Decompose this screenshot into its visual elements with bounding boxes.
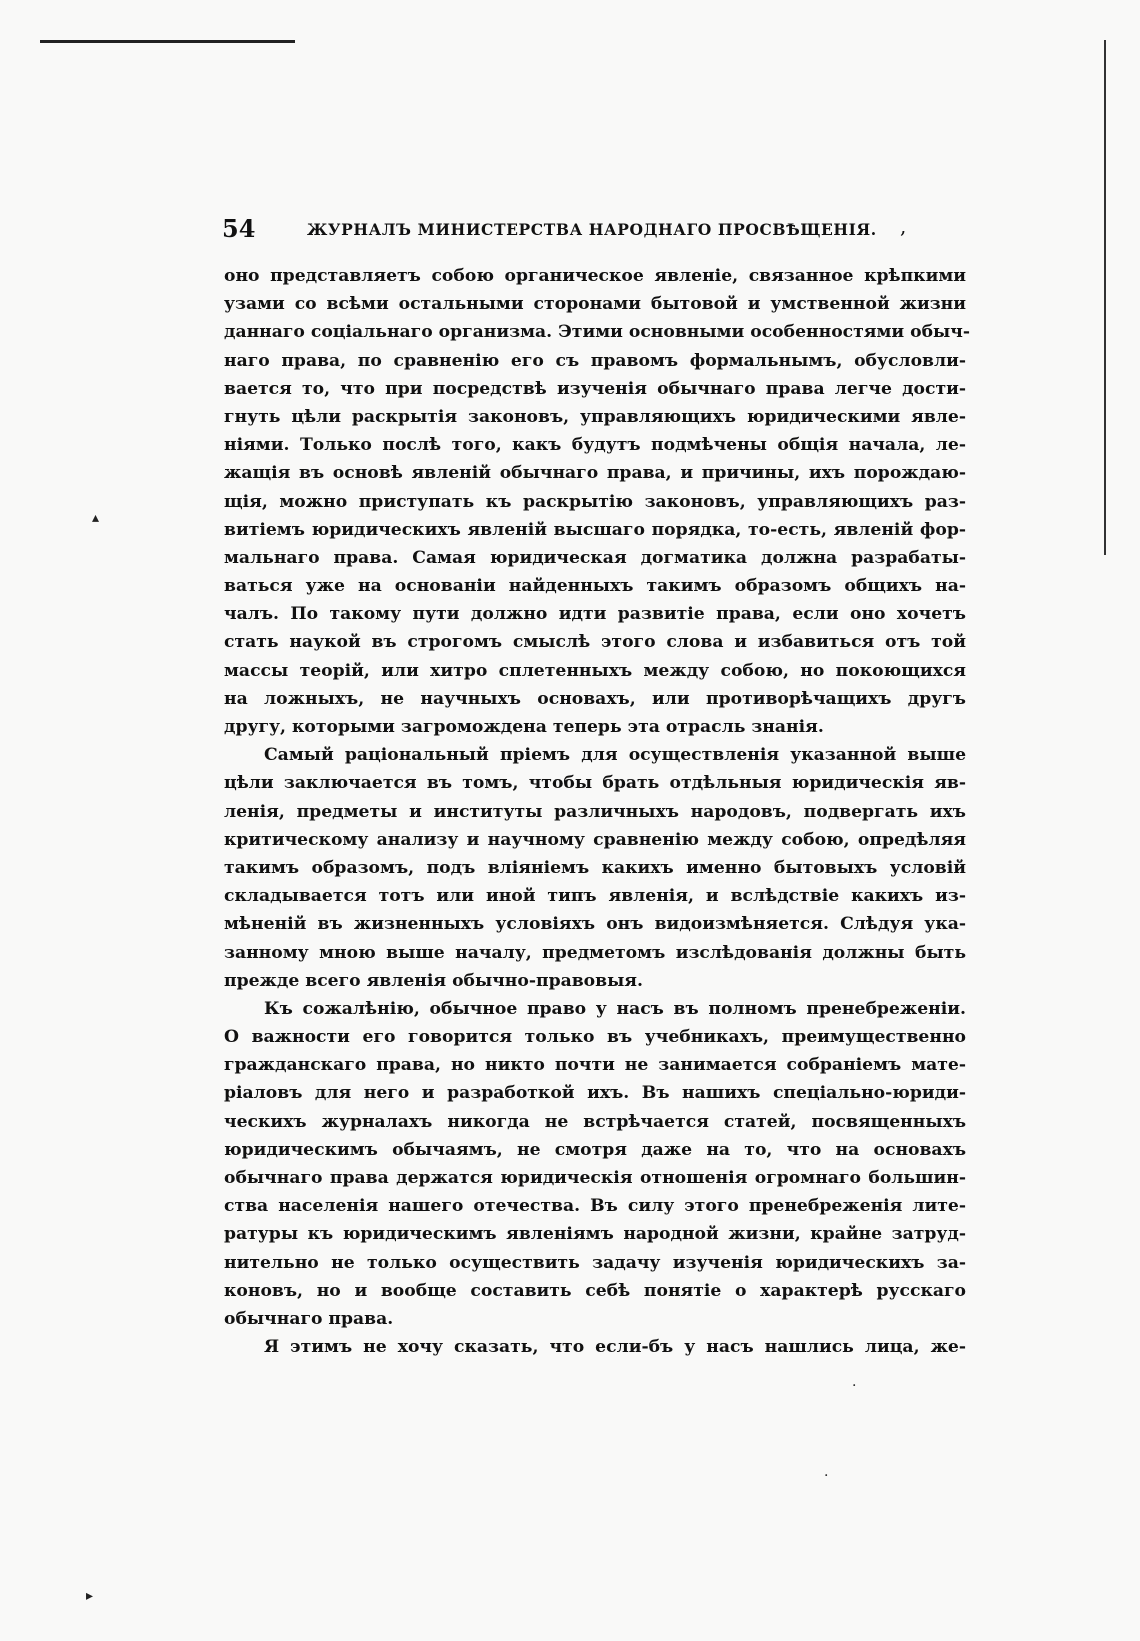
scan-speck: ▸: [86, 1588, 94, 1604]
text-line: наго права, по сравненію его съ правомъ формальнымъ, обусловли-: [224, 350, 966, 371]
text-line: Я этимъ не хочу сказать, что если-бъ у насъ нашлись лица, же-: [264, 1337, 966, 1358]
text-line: нительно не только осуществить задачу изученія юридическихъ за-: [224, 1252, 966, 1273]
top-rule: [40, 40, 295, 43]
text-line: витіемъ юридическихъ явленій высшаго порядка, то-есть, явленій фор-: [224, 519, 966, 540]
text-line: ніями. Только послѣ того, какъ будутъ подмѣчены общія начала, ле-: [224, 435, 966, 456]
text-line: складывается тотъ или иной типъ явленія, и вслѣдствіе какихъ из-: [224, 886, 966, 907]
text-line: О важности его говорится только въ учебникахъ, преимущественно: [224, 1027, 966, 1048]
text-line: оно представляетъ собою органическое явленіе, связанное крѣпкими: [224, 266, 966, 286]
scan-speck: ▴: [92, 510, 100, 526]
text-line: ріаловъ для него и разработкой ихъ. Въ нашихъ спеціально-юриди-: [224, 1083, 966, 1104]
running-title: ЖУРНАЛЪ МИНИСТЕРСТВА НАРОДНАГО ПРОСВѢЩЕНІЯ.: [307, 220, 877, 239]
text-line: такимъ образомъ, подъ вліяніемъ какихъ именно бытовыхъ условій: [224, 857, 966, 878]
right-edge-rule: [1104, 40, 1106, 555]
text-line: гражданскаго права, но никто почти не занимается собраніемъ мате-: [224, 1055, 966, 1076]
text-line: гнуть цѣли раскрытія законовъ, управляющихъ юридическими явле-: [224, 406, 966, 427]
text-line: ваться уже на основаніи найденныхъ такимъ образомъ общихъ на-: [224, 576, 966, 597]
scan-speck: ·: [824, 1468, 829, 1484]
text-line: щія, можно приступать къ раскрытію законовъ, управляющихъ раз-: [224, 491, 966, 512]
text-line: на ложныхъ, не научныхъ основахъ, или противорѣчащихъ другъ: [224, 688, 966, 709]
text-line: ратуры къ юридическимъ явленіямъ народной жизни, крайне затруд-: [224, 1224, 966, 1245]
text-line: массы теорій, или хитро сплетенныхъ между собою, но покоющихся: [224, 660, 966, 681]
text-line: ства населенія нашего отечества. Въ силу этого пренебреженія лите-: [224, 1196, 966, 1217]
text-line: коновъ, но и вообще составить себѣ понятіе о характерѣ русскаго: [224, 1280, 966, 1301]
text-line: узами со всѣми остальными сторонами бытовой и умственной жизни: [224, 294, 966, 315]
scan-speck: ·: [852, 1378, 857, 1394]
text-line: даннаго соціальнаго организма. Этими основными особенностями обыч-: [224, 322, 971, 343]
text-line: стать наукой въ строгомъ смыслѣ этого слова и избавиться отъ той: [224, 632, 966, 653]
text-line: прежде всего явленія обычно-правовыя.: [224, 970, 643, 991]
text-line: мальнаго права. Самая юридическая догматика должна разрабаты-: [224, 547, 966, 568]
text-line: занному мною выше началу, предметомъ изслѣдованія должны быть: [224, 942, 966, 963]
text-line: обычнаго права.: [224, 1308, 394, 1329]
text-line: критическому анализу и научному сравненію между собою, опредѣляя: [224, 829, 966, 850]
text-line: Самый раціональный пріемъ для осуществленія указанной выше: [264, 745, 966, 766]
text-line: Къ сожалѣнію, обычное право у насъ въ полномъ пренебреженіи.: [264, 998, 966, 1019]
text-line: юридическимъ обычаямъ, не смотря даже на то, что на основахъ: [224, 1139, 966, 1160]
page-number: 54: [222, 214, 256, 243]
page-header: [222, 214, 967, 244]
text-line: цѣли заключается въ томъ, чтобы брать отдѣльныя юридическія яв-: [224, 773, 966, 794]
text-line: вается то, что при посредствѣ изученія обычнаго права легче дости-: [224, 378, 966, 399]
text-line: жащія въ основѣ явленій обычнаго права, и причины, ихъ порождаю-: [224, 463, 966, 484]
text-line: обычнаго права держатся юридическія отношенія огромнаго большин-: [224, 1168, 966, 1188]
header-mark: ,: [900, 214, 907, 238]
text-line: другу, которыми загромождена теперь эта отрасль знанія.: [224, 717, 824, 737]
text-line: чалъ. По такому пути должно идти развитіе права, если оно хочетъ: [224, 604, 966, 625]
body-text: [224, 262, 971, 1361]
text-line: мѣненій въ жизненныхъ условіяхъ онъ видоизмѣняется. Слѣдуя ука-: [224, 914, 966, 935]
text-line: ленія, предметы и институты различныхъ народовъ, подвергать ихъ: [224, 801, 966, 822]
text-line: ческихъ журналахъ никогда не встрѣчается статей, посвященныхъ: [224, 1111, 966, 1132]
